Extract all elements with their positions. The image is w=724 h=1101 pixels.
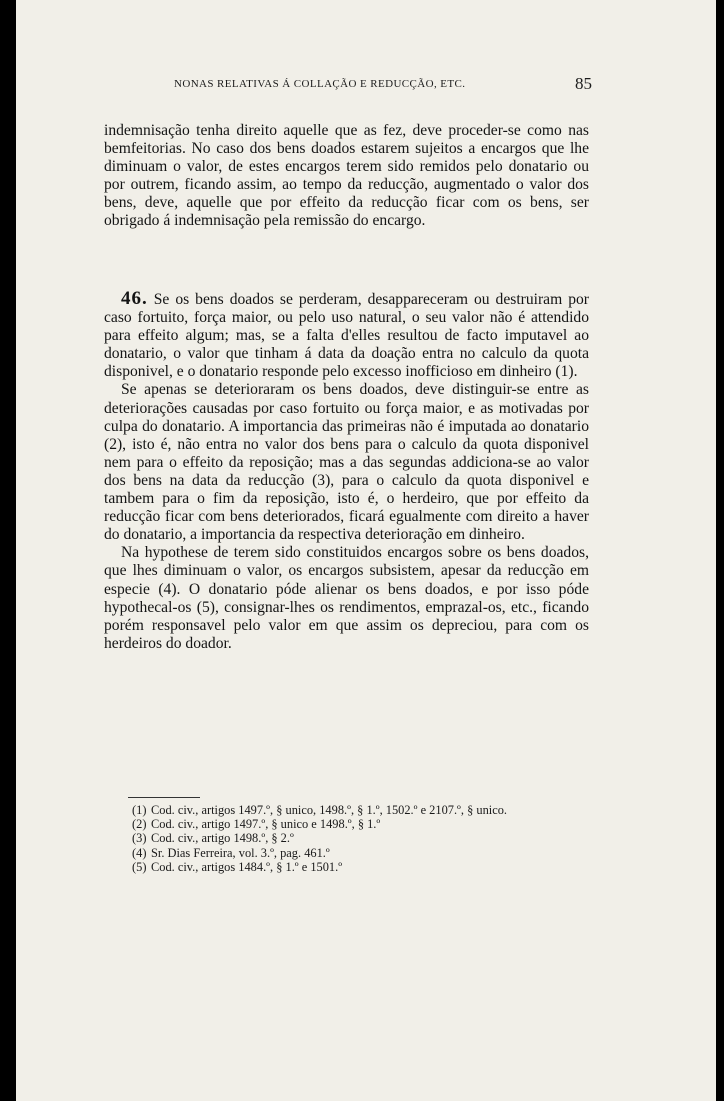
paragraph-3: Se apenas se deterioraram os bens doados, deve distinguir-se entre as deteriorações causadas por caso fortuito ou força maior, e as motivadas por culpa do donatario. A importancia das primeiras não é imputada ao donatario (2), isto é, não entra no valor dos bens para o calculo da quota disponivel nem para o effeito da reposição; mas a das segundas addiciona-se ao valor dos bens na data da reducção (3), para o calculo da quota disponivel e tambem para o fim da reposição, isto é, o herdeiro, que por effeito da reducção ficar com bens deteriorados, ficará egualmente com direito a haver do donatario, a importancia da respectiva deterioração em dinheiro. bbox=[104, 381, 589, 544]
paragraph-1: indemnisação tenha direito aquelle que as fez, deve proceder-se como nas bemfeitorias. No caso dos bens doados estarem sujeitos a encargos que lhe diminuam o valor, de estes encargos terem sido remidos pelo donatario ou por outrem, ficando assim, ao tempo da reducção, augmentado o valor dos bens, deve, aquelle que por effeito da reducção ficar com os bens, ser obrigado á indemnisação pela remissão do encargo. bbox=[104, 122, 589, 230]
footnote-text: Sr. Dias Ferreira, vol. 3.º, pag. 461.º bbox=[151, 845, 330, 860]
section-number: 46. bbox=[121, 288, 148, 309]
page-number: 85 bbox=[575, 74, 592, 93]
paragraph-2-text: Se os bens doados se perderam, desappareceram ou destruiram por caso fortuito, força maior, ou pelo uso natural, o seu valor não é attendido para effeito algum; mas, se a falta d'elles resultou de facto imputavel ao donatario, o valor que tinham á data da doação entra no calculo da quota disponivel, e o donatario responde pelo excesso inofficioso em dinheiro (1). bbox=[104, 291, 589, 381]
book-page bbox=[16, 0, 716, 1101]
footnote-divider bbox=[128, 797, 200, 798]
footnote bbox=[132, 860, 612, 874]
footnote-mark: (4) bbox=[132, 845, 147, 860]
footnote bbox=[132, 803, 612, 817]
footnote bbox=[132, 817, 612, 831]
continued-paragraph bbox=[104, 122, 589, 231]
section-46 bbox=[104, 290, 589, 653]
footnote-text: Cod. civ., artigo 1497.º, § unico e 1498.º, § 1.º bbox=[151, 817, 381, 832]
footnote-mark: (3) bbox=[132, 831, 147, 846]
footnote bbox=[132, 846, 612, 860]
paragraph-4: Na hypothese de terem sido constituidos encargos sobre os bens doados, que lhes diminuam o valor, os encargos subsistem, apesar da reducção em especie (4). O donatario póde alienar os bens doados, e por isso póde hypothecal-os (5), consignar-lhes os rendimentos, emprazal-os, etc., ficando porém responsavel pelo valor em que assim os depreciou, para com os herdeiros do doador. bbox=[104, 544, 589, 652]
footnote-mark: (1) bbox=[132, 803, 147, 817]
footnote-text: Cod. civ., artigos 1484.º, § 1.º e 1501.º bbox=[151, 859, 343, 874]
footnote-text: Cod. civ., artigos 1497.º, § unico, 1498.º, § 1.º, 1502.º e 2107.º, § unico. bbox=[151, 803, 508, 817]
footnote bbox=[132, 831, 612, 845]
footnote-text: Cod. civ., artigo 1498.º, § 2.º bbox=[151, 831, 294, 846]
footnotes bbox=[132, 803, 612, 874]
footnote-mark: (5) bbox=[132, 859, 147, 874]
running-header bbox=[174, 74, 604, 93]
running-title: NONAS RELATIVAS Á COLLAÇÃO E REDUCÇÃO, ETC. bbox=[174, 78, 466, 90]
footnote-mark: (2) bbox=[132, 817, 147, 832]
paragraph-2 bbox=[104, 290, 589, 381]
